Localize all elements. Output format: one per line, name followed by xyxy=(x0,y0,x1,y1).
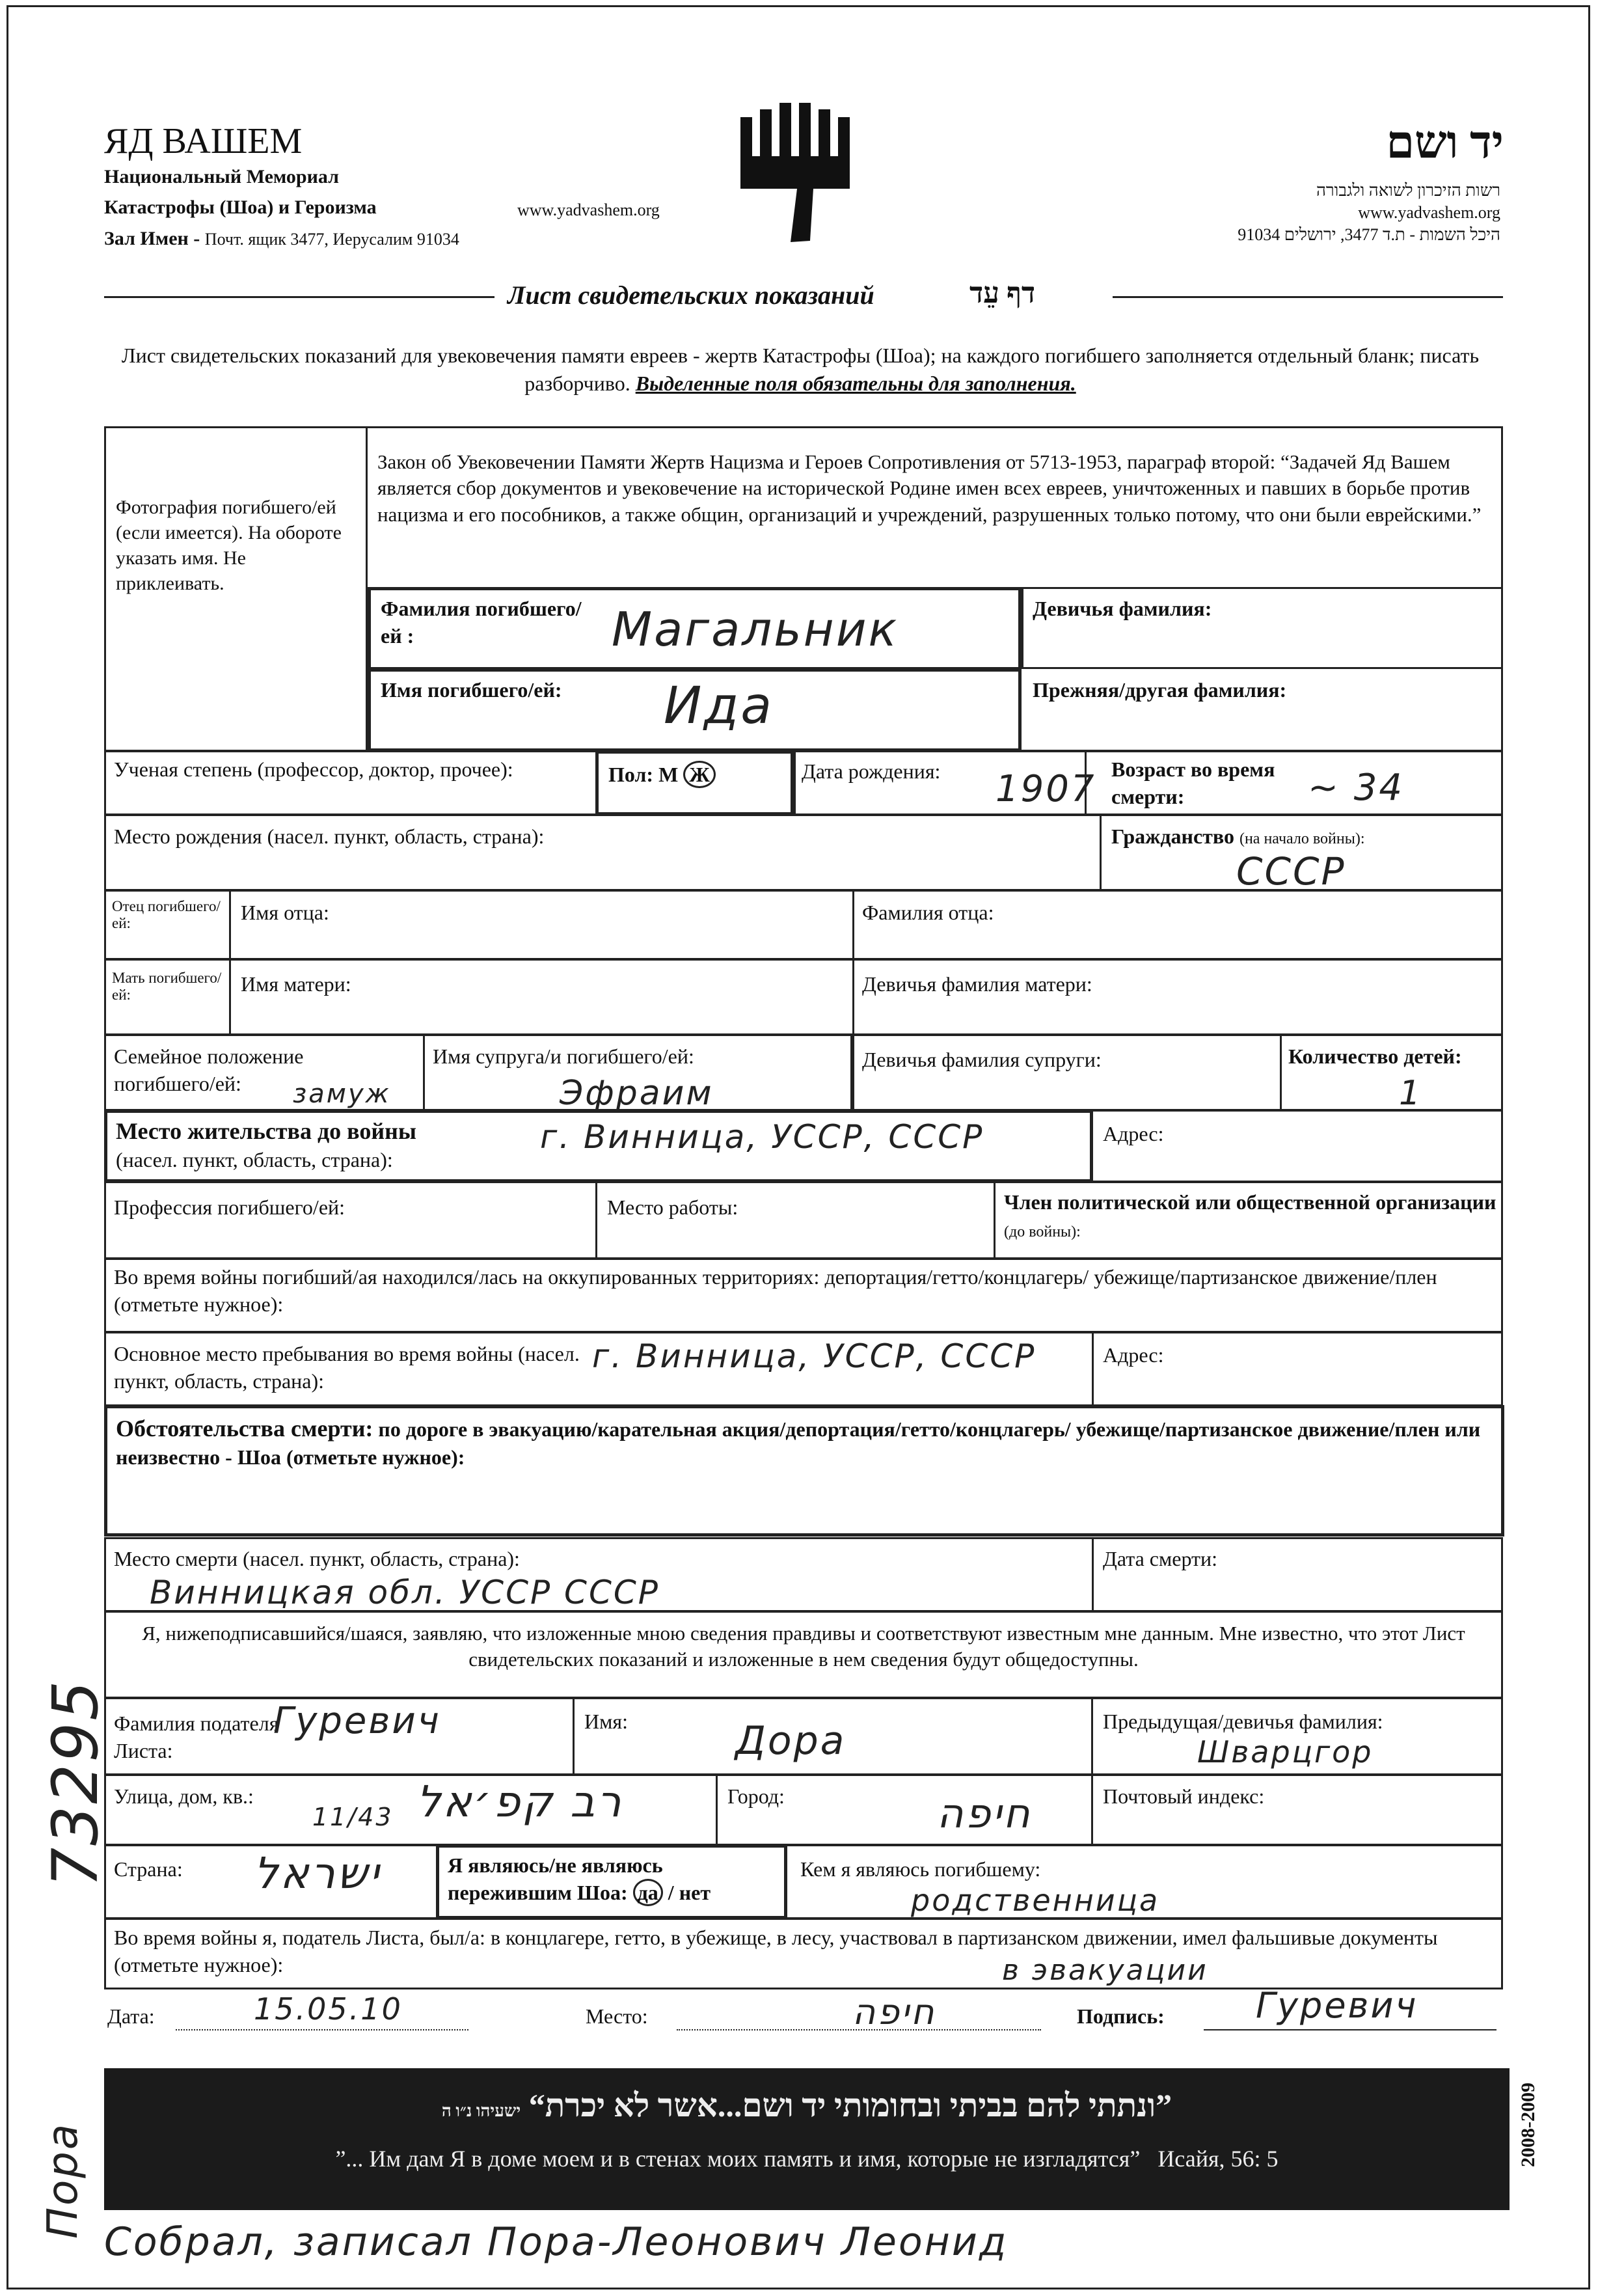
law-text: Закон об Увековечении Памяти Жертв Нацизма и Героев Сопротивления от 5713-1953, параграф второй: “Задачей Яд Вашем является сбор документов и увековечение на исторической Родине имен всех евреев, уничтоженных и павших в борьбе против нацизма и его пособников, а также общин, организаций и учреждений, разрушенных только потому, что они были еврейскими.” xyxy=(377,450,1482,526)
declaration-text: Я, нижеподписавшийся/шаяся, заявляю, что изложенные мною сведения правдивы и соответствуют известным мне данным. Мне известно, что этот Лист свидетельских показаний и изложенные в нем сведения будут общедоступны. xyxy=(142,1622,1465,1671)
war-status-label: Во время войны погибший/ая находился/лась на оккупированных территориях: депортация/гетто/концлагерь/ убежище/партизанское движение/плен (отметьте нужное): xyxy=(114,1265,1437,1316)
margin-bottom-note: Пора xyxy=(39,2122,87,2239)
submitter-war-value: в эвакуации xyxy=(1002,1954,1208,1987)
intro-text: Лист свидетельских показаний для увековечения памяти евреев - жертв Катастрофы (Шоа); на каждого погибшего заполняется отдельный бланк; писать разборчиво. Выделенные поля обязательны для заполнения. xyxy=(121,344,1480,396)
zip-label[interactable]: Почтовый индекс: xyxy=(1103,1784,1265,1808)
profession-label[interactable]: Профессия погибшего/ей: xyxy=(114,1196,345,1219)
citizenship-value: СССР xyxy=(1236,849,1346,894)
birthdate-value: 1907 xyxy=(995,768,1096,810)
header-he-line2: היכל השמות - ת.ד 3477, ירושלים 91034 xyxy=(1238,225,1500,244)
collected-by-note: Собрал, записал Пора-Леонович Леонид xyxy=(104,2219,1009,2265)
city-value: חיפה xyxy=(937,1790,1032,1837)
maiden-name-label: Девичья фамилия: xyxy=(1033,597,1212,620)
form-title-he: דף עֵד xyxy=(969,277,1036,309)
yad-vashem-logo xyxy=(735,98,859,247)
submitter-name-label: Имя: xyxy=(584,1710,628,1733)
mother-maiden-label: Девичья фамилия матери: xyxy=(862,972,1092,996)
spouse-maiden-label: Девичья фамилия супруги: xyxy=(862,1048,1102,1071)
city-label: Город: xyxy=(727,1784,785,1808)
war-place-value: г. Винница, УССР, СССР xyxy=(592,1337,1036,1375)
date-value[interactable]: 15.05.10 xyxy=(254,1991,403,2027)
children-value: 1 xyxy=(1399,1074,1423,1113)
birthplace-label[interactable]: Место рождения (насел. пункт, область, страна): xyxy=(114,825,545,848)
signature-line xyxy=(1204,2029,1496,2032)
form-title: Лист свидетельских показаний xyxy=(508,280,874,310)
place-value[interactable]: חיפה xyxy=(852,1991,936,2032)
date-line xyxy=(176,2029,468,2032)
date-label: Дата: xyxy=(107,2004,155,2028)
spouse-label: Имя супруга/и погибшего/ей: xyxy=(433,1045,694,1068)
header-he-website: www.yadvashem.org xyxy=(1358,203,1500,222)
war-address-label: Адрес: xyxy=(1103,1343,1164,1367)
header-ru-line1: Национальный Мемориал xyxy=(104,166,339,187)
children-label: Количество детей: xyxy=(1288,1045,1462,1068)
submitter-surname-value: Гуревич xyxy=(273,1700,441,1742)
other-surname-label: Прежняя/другая фамилия: xyxy=(1033,678,1287,702)
photo-note: Фотография погибшего/ей (если имеется). На обороте указать имя. Не приклеивать. xyxy=(116,497,342,594)
death-circumstances-label: Обстоятельства смерти: по дороге в эвакуацию/карательная акция/депортация/гетто/концлагерь/ убежище/партизанское движение/плен или неизвестно - Шоа (отметьте нужное): xyxy=(116,1415,1481,1469)
title-rule-right xyxy=(1113,296,1503,298)
survivor-label: Я являюсь/не являюсь пережившим Шоа: да / нет xyxy=(448,1852,779,1906)
header-he-line1: רשות הזיכרון לשואה ולגבורה xyxy=(1316,181,1500,200)
surname-value: Магальник xyxy=(612,602,899,657)
father-side-label: Отец погибшего/ей: xyxy=(112,898,221,932)
mother-side-label: Мать погибшего/ей: xyxy=(112,970,222,1004)
citizenship-label: Гражданство (на начало войны): xyxy=(1111,825,1365,848)
yad-vashem-ru-title: ЯД ВАШЕМ xyxy=(104,121,303,161)
header-ru-line2: Катастрофы (Шоа) и Героизма xyxy=(104,197,377,218)
relation-label[interactable]: Кем я являюсь погибшему: xyxy=(800,1857,1041,1881)
title-rule-left xyxy=(104,296,494,298)
birthdate-label: Дата рождения: xyxy=(802,759,941,783)
age-value: ~ 34 xyxy=(1308,767,1404,809)
signature-value[interactable]: Гуревич xyxy=(1256,1985,1418,2026)
signature-label: Подпись: xyxy=(1077,2004,1165,2028)
sex-label: Пол: М Ж xyxy=(608,761,716,789)
member-label[interactable]: Член политической или общественной организации (до войны): xyxy=(1004,1190,1496,1240)
submitter-prev-surname-label[interactable]: Предыдущая/девичья фамилия: xyxy=(1103,1710,1383,1733)
street-value-he: רב קפ׳אל xyxy=(416,1777,623,1827)
death-place-label[interactable]: Место смерти (насел. пункт, область, страна): xyxy=(114,1547,520,1570)
relation-value: родственница xyxy=(911,1883,1160,1918)
residence-address-label[interactable]: Адрес: xyxy=(1103,1122,1164,1145)
footer-year: 2008-2009 xyxy=(1517,2083,1539,2167)
footer-russian-quote: ”... Им дам Я в доме моем и в стенах моих память и имя, которые не изгладятся” Исайя, 56: 5 xyxy=(335,2146,1279,2172)
war-place-label[interactable]: Основное место пребывания во время войны (насел. пункт, область, страна): xyxy=(114,1342,580,1393)
first-name-value: Ида xyxy=(664,677,774,735)
death-date-label: Дата смерти: xyxy=(1103,1547,1218,1570)
father-name-label[interactable]: Имя отца: xyxy=(241,901,329,924)
header-website: www.yadvashem.org xyxy=(517,200,660,219)
father-surname-label: Фамилия отца: xyxy=(862,901,994,924)
footer-hebrew-quote: ”ונתתי להם בביתי ובחומותי יד ושם...אשר לא יכרת“ ישעיהו נ״ו ה xyxy=(441,2087,1172,2124)
country-label[interactable]: Страна: xyxy=(114,1857,183,1881)
residence-label: Место жительства до войны (насел. пункт, область, страна): xyxy=(116,1118,416,1171)
degree-label: Ученая степень (профессор, доктор, прочее): xyxy=(114,758,513,781)
age-label: Возраст во время смерти: xyxy=(1111,758,1275,808)
street-number-value: 11/43 xyxy=(312,1803,394,1831)
header-ru-line3: Зал Имен - Почт. ящик 3477, Иерусалим 91034 xyxy=(104,228,459,249)
yad-vashem-he-title: יד ושם xyxy=(1386,118,1504,168)
marital-label[interactable]: Семейное положение погибшего/ей: xyxy=(114,1045,304,1095)
death-place-value: Винницкая обл. УССР СССР xyxy=(150,1574,660,1611)
footer-quote-band xyxy=(104,2068,1510,2210)
first-name-label: Имя погибшего/ей: xyxy=(381,678,562,702)
sex-female-circled: Ж xyxy=(683,761,716,788)
submitter-war-label: Во время войны я, податель Листа, был/а: в концлагере, гетто, в убежище, в лесу, участвовал в партизанском движении, имел фальшивые документы (отметьте нужное): xyxy=(114,1926,1438,1976)
submitter-prev-surname-value: Шварцгор xyxy=(1197,1734,1374,1770)
spouse-value: Эфраим xyxy=(560,1074,714,1113)
marital-value: замуж xyxy=(293,1079,391,1109)
residence-value: г. Винница, УССР, СССР xyxy=(540,1118,984,1156)
place-label: Место: xyxy=(586,2004,648,2028)
surname-label: Фамилия погибшего/ей : xyxy=(381,597,582,648)
workplace-label: Место работы: xyxy=(607,1196,738,1219)
mother-name-label[interactable]: Имя матери: xyxy=(241,972,351,996)
street-label[interactable]: Улица, дом, кв.: xyxy=(114,1784,254,1808)
country-value: ישראל xyxy=(254,1848,381,1898)
submitter-name-value: Дора xyxy=(735,1718,846,1764)
survivor-yes-circled: да xyxy=(633,1879,663,1906)
margin-number: 73295 xyxy=(39,1678,112,1887)
submitter-surname-label[interactable]: Фамилия подателя Листа: xyxy=(114,1712,279,1762)
